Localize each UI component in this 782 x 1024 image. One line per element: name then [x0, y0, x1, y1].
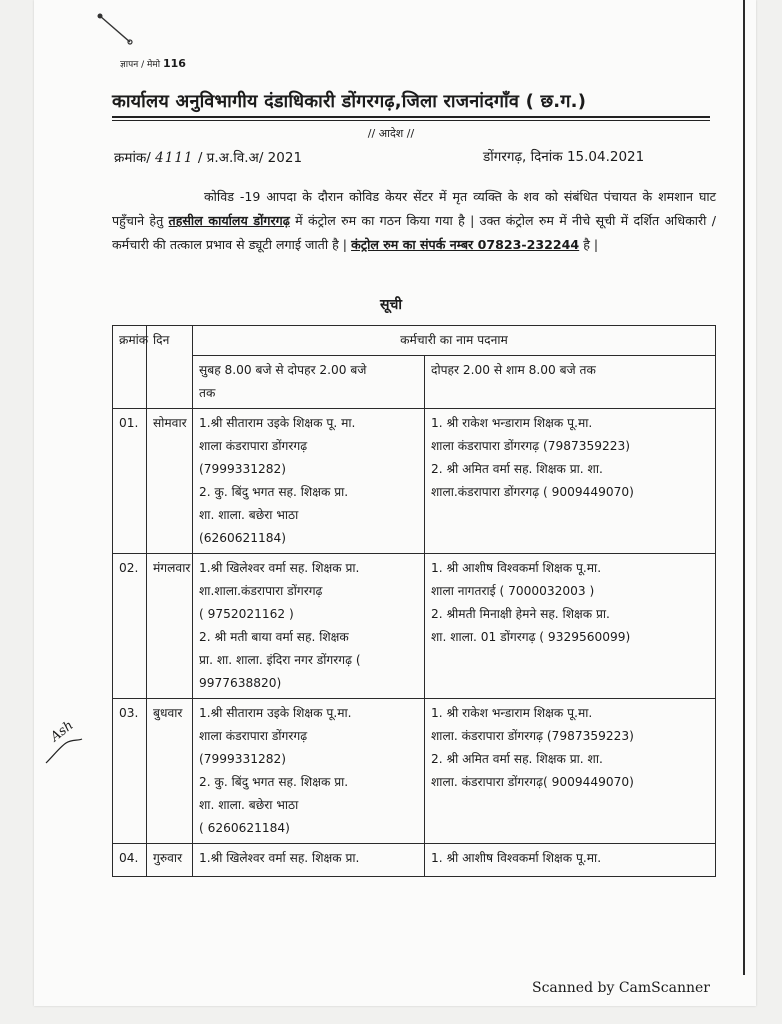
staff-line: शाला कंडरापारा डोंगरगढ़: [199, 729, 308, 743]
office-title: कार्यालय अनुविभागीय दंडाधिकारी डोंगरगढ़,जिला राजनांदगाँव ( छ.ग.): [112, 91, 587, 112]
place-and-date: डोंगरगढ़, दिनांक 15.04.2021: [483, 149, 645, 165]
para-text-3: है |: [583, 237, 599, 252]
initials-flourish-icon: [44, 737, 84, 767]
cell-morning-staff: [193, 409, 425, 554]
memo-count: 116: [162, 57, 186, 70]
list-heading: सूची: [380, 297, 402, 313]
staff-line: शा. शाला. बछेरा भाठा: [199, 798, 299, 812]
cell-day: सोमवार: [147, 409, 193, 554]
staff-line: शा.शाला.कंडरापारा डोंगरगढ़: [199, 584, 323, 598]
ref-handwritten-number: 4111: [155, 150, 194, 166]
staff-line: 1. श्री आशीष विश्वकर्मा शिक्षक पू.मा.: [431, 851, 602, 865]
duty-roster-table: [112, 325, 716, 877]
staff-line: (7999331282): [199, 462, 287, 476]
page-edge-line: [743, 0, 745, 975]
ref-suffix: / प्र.अ.वि.अ/ 2021: [197, 150, 303, 166]
order-paragraph: [112, 185, 716, 257]
header-morning-shift-line2: तक: [199, 386, 216, 400]
memo-label: ज्ञापन / मेमो: [120, 60, 161, 70]
staff-line: 1. श्री आशीष विश्वकर्मा शिक्षक पू.मा.: [431, 561, 602, 575]
staff-line: 2. श्री अमित वर्मा सह. शिक्षक प्रा. शा.: [431, 462, 603, 476]
para-text-1: कोविड -19 आपदा के दौरान कोविड केयर सेंटर में मृत व्यक्ति के शव को संबंधित पंचायत के शमशान घाट पहुँचाने हेतु: [112, 189, 716, 228]
staff-line: शाला नागतराई ( 7000032003 ): [431, 584, 595, 598]
staff-line: 1.श्री सीताराम उइके शिक्षक पू. मा.: [199, 416, 356, 430]
staff-line: शा. शाला. बछेरा भाठा: [199, 508, 299, 522]
table-row: [113, 554, 716, 699]
cell-evening-staff: [425, 554, 716, 699]
ref-prefix: क्रमांक/: [114, 150, 151, 166]
staff-line: 1. श्री राकेश भन्डाराम शिक्षक पू.मा.: [431, 416, 593, 430]
memo-number: [120, 57, 186, 70]
header-day: दिन: [147, 326, 193, 409]
staff-line: 2. श्री मती बाया वर्मा सह. शिक्षक: [199, 630, 349, 644]
header-morning-shift-line1: सुबह 8.00 बजे से दोपहर 2.00 बजे: [199, 363, 367, 377]
cell-serial: 02.: [113, 554, 147, 699]
staff-line: 2. श्री अमित वर्मा सह. शिक्षक प्रा. शा.: [431, 752, 603, 766]
scanner-watermark: Scanned by CamScanner: [532, 980, 710, 996]
margin-initials: Ash: [47, 718, 77, 745]
staff-line: शाला कंडरापारा डोंगरगढ़: [199, 439, 308, 453]
cell-day: बुधवार: [147, 699, 193, 844]
title-underline-2: [112, 120, 710, 121]
staff-line: 1.श्री खिलेश्वर वर्मा सह. शिक्षक प्रा.: [199, 851, 360, 865]
header-name-designation: कर्मचारी का नाम पदनाम: [193, 326, 716, 356]
cell-morning-staff: [193, 554, 425, 699]
cell-morning-staff: [193, 699, 425, 844]
staff-line: 9977638820): [199, 676, 282, 690]
table-row: [113, 699, 716, 844]
cell-serial: 03.: [113, 699, 147, 844]
cell-evening-staff: [425, 699, 716, 844]
staff-line: शाला कंडरापारा डोंगरगढ़ (7987359223): [431, 439, 631, 453]
staff-line: 2. कु. बिंदु भगत सह. शिक्षक प्रा.: [199, 775, 349, 789]
staff-line: 1.श्री खिलेश्वर वर्मा सह. शिक्षक प्रा.: [199, 561, 360, 575]
header-morning-shift: [193, 356, 425, 409]
cell-day: मंगलवार: [147, 554, 193, 699]
staff-line: 1. श्री राकेश भन्डाराम शिक्षक पू.मा.: [431, 706, 593, 720]
staff-line: (6260621184): [199, 531, 287, 545]
cell-evening-staff: [425, 844, 716, 877]
staff-line: ( 9752021162 ): [199, 607, 294, 621]
staff-line: 2. कु. बिंदु भगत सह. शिक्षक प्रा.: [199, 485, 349, 499]
table-header-row: [113, 326, 716, 356]
staple-pin-icon: [96, 12, 136, 52]
order-heading: // आदेश //: [367, 127, 415, 140]
cell-serial: 04.: [113, 844, 147, 877]
staff-line: शाला.कंडरापारा डोंगरगढ़ ( 9009449070): [431, 485, 634, 499]
staff-line: ( 6260621184): [199, 821, 290, 835]
staff-line: 1.श्री सीताराम उइके शिक्षक पू.मा.: [199, 706, 352, 720]
staff-line: शाला. कंडरापारा डोंगरगढ़( 9009449070): [431, 775, 634, 789]
header-evening-shift: दोपहर 2.00 से शाम 8.00 बजे तक: [425, 356, 716, 409]
cell-day: गुरुवार: [147, 844, 193, 877]
para-contact-number: कंट्रोल रुम का संपर्क नम्बर 07823-232244: [351, 237, 580, 252]
cell-serial: 01.: [113, 409, 147, 554]
header-serial: क्रमांक: [113, 326, 147, 409]
staff-line: 2. श्रीमती मिनाक्षी हेमने सह. शिक्षक प्रा.: [431, 607, 610, 621]
cell-evening-staff: [425, 409, 716, 554]
para-office-name: तहसील कार्यालय डोंगरगढ़: [168, 213, 290, 228]
cell-morning-staff: [193, 844, 425, 877]
staff-line: शा. शाला. 01 डोंगरगढ़ ( 9329560099): [431, 630, 631, 644]
table-row: [113, 409, 716, 554]
staff-line: शाला. कंडरापारा डोंगरगढ़ (7987359223): [431, 729, 634, 743]
para-text-2: में कंट्रोल रुम का गठन किया गया है | उक्त कंट्रोल रुम में नीचे सूची में दर्शित अधिकारी / कर्मचारी की तत्काल प्रभाव से ड्यूटी लगाई जाती है |: [112, 213, 716, 252]
staff-line: (7999331282): [199, 752, 287, 766]
title-underline: [112, 116, 710, 118]
staff-line: प्रा. शा. शाला. इंदिरा नगर डोंगरगढ़ (: [199, 653, 361, 667]
reference-number: [114, 148, 302, 166]
table-subheader-row: [113, 356, 716, 409]
table-row: [113, 844, 716, 877]
